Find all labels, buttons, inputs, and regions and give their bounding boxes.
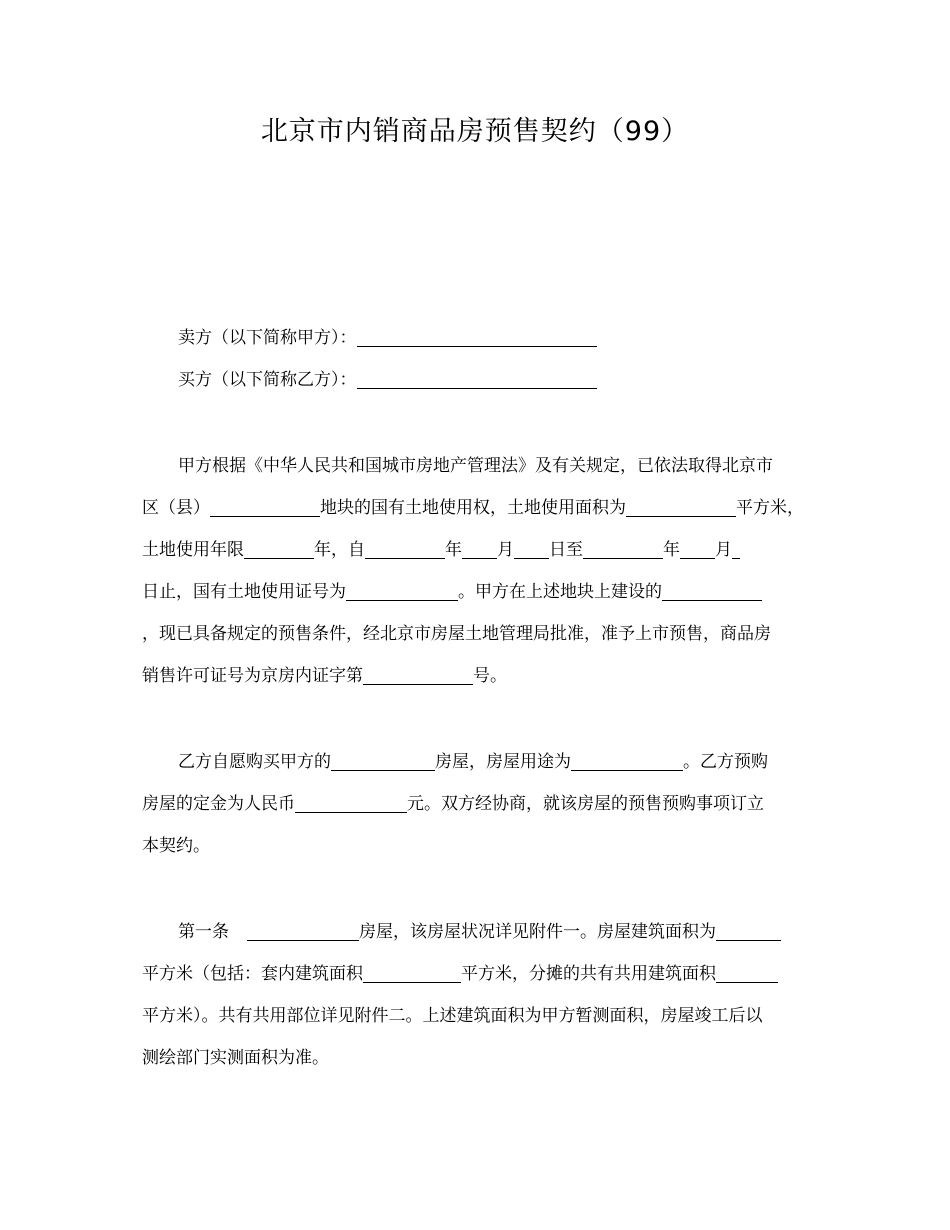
end-year-blank[interactable] [583,540,663,559]
article-one [142,911,812,1079]
deposit-amount-blank[interactable] [295,794,407,813]
paragraph-line: 土地使用年限 年，自 年 月 日至 年 月 [142,529,812,571]
land-cert-number-blank[interactable] [346,582,458,601]
seller-name-blank[interactable] [357,328,597,347]
paragraph-line: 本契约。 [142,836,210,856]
purchase-paragraph [142,741,812,867]
presale-permit-number-blank[interactable] [363,666,473,685]
land-use-years-blank[interactable] [244,540,314,559]
buyer-name-blank[interactable] [357,370,597,389]
project-name-blank[interactable] [662,582,762,601]
start-day-blank[interactable] [514,540,549,559]
land-area-blank[interactable] [626,498,736,517]
paragraph-line: 第一条 房屋，该房屋状况详见附件一。房屋建筑面积为 [142,911,812,953]
paragraph-line: 乙方自愿购买甲方的 房屋，房屋用途为 。乙方预购 [178,752,768,772]
end-day-blank[interactable] [732,540,740,559]
paragraph-line: 房屋的定金为人民币 元。双方经协商，就该房屋的预售预购事项订立 [142,794,764,814]
buyer-line [178,368,597,392]
article-label: 第一条 [178,922,229,942]
seller-label: 卖方（以下简称甲方）： [178,328,357,348]
paragraph-line: 平方米）。共有共用部位详见附件二。上述建筑面积为甲方暂测面积，房屋竣工后以 [142,1006,763,1026]
start-year-blank[interactable] [365,540,445,559]
paragraph-line: 区（县） 地块的国有土地使用权，土地使用面积为 平方米， [142,498,804,518]
page-title: 北京市内销商品房预售契约（99） [260,116,690,147]
shared-area-blank[interactable] [716,964,778,983]
property-use-blank[interactable] [571,752,683,771]
start-month-blank[interactable] [462,540,497,559]
paragraph-line: 测绘部门实测面积为准。 [142,1048,329,1068]
inner-area-blank[interactable] [363,964,461,983]
property-name-blank[interactable] [331,752,435,771]
land-use-paragraph [142,445,812,697]
district-blank[interactable] [210,498,320,517]
paragraph-line: 日止，国有土地使用证号为 。甲方在上述地块上建设的 [142,571,812,613]
paragraph-line: 销售许可证号为京房内证字第 号。 [142,666,507,686]
seller-line [178,326,597,350]
paragraph-line: 甲方根据《中华人民共和国城市房地产管理法》及有关规定，已依法取得北京市 [178,456,773,476]
end-month-blank[interactable] [680,540,715,559]
building-area-blank[interactable] [716,922,781,941]
paragraph-line: ，现已具备规定的预售条件，经北京市房屋土地管理局批准，准予上市预售，商品房 [142,624,771,644]
house-blank[interactable] [247,922,359,941]
buyer-label: 买方（以下简称乙方）： [178,370,357,390]
paragraph-line: 平方米（包括：套内建筑面积 平方米，分摊的共有共用建筑面积 [142,953,812,995]
